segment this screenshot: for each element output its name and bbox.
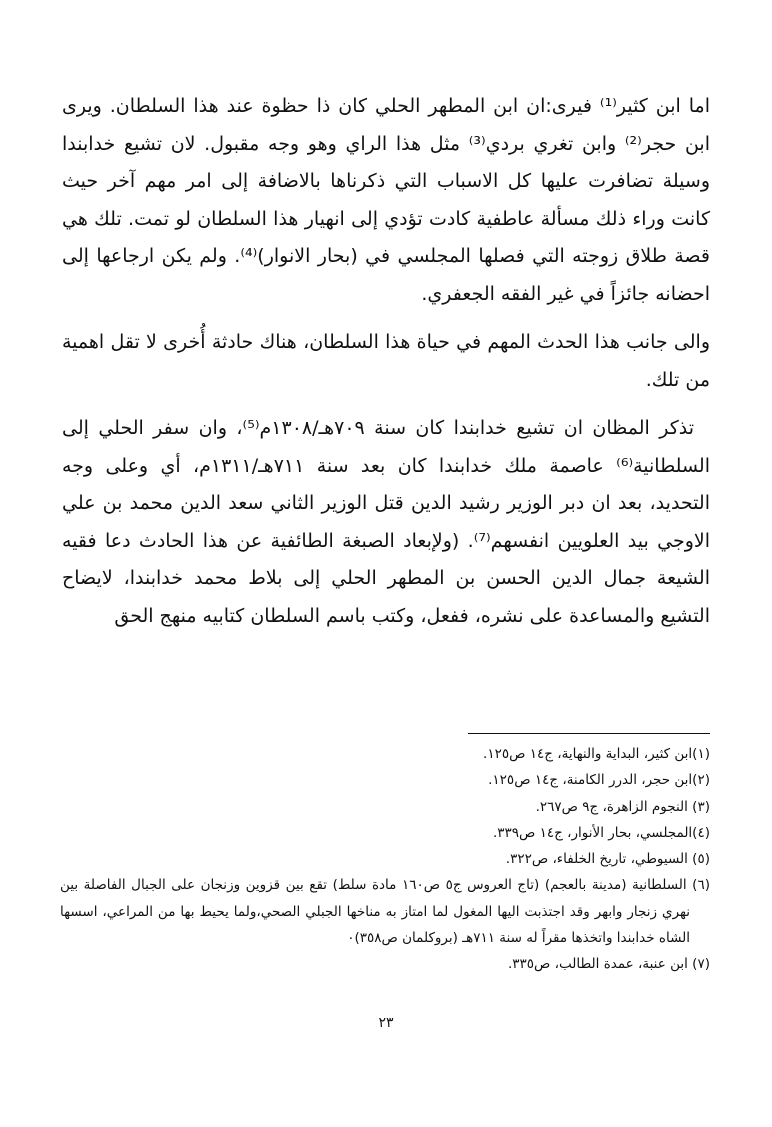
- footnotes-list: [60, 741, 710, 978]
- footnote-3: (٣) النجوم الزاهرة، ج٩ ص٢٦٧.: [535, 798, 710, 815]
- paragraph-1: اما ابن كثير⁽¹⁾ فيرى:ان ابن المطهر الحلي كان ذا حظوة عند هذا السلطان. ويرى ابن حجر⁽²⁾ وابن تغري بردي⁽³⁾ مثل هذا الراي وهو وجه مقبول. لان تشيع خدابندا وسيلة تضافرت عليها كل الاسباب التي ذكرناها بالاضافة إلى امر مهم آخر حيث كانت وراء ذلك مسألة عاطفية كادت تؤدي إلى انهيار هذا السلطان لو تمت. تلك هي قصة طلاق زوجته التي فصلها المجلسي في (بحار الانوار)⁽⁴⁾. ولم يكن ارجاعها إلى احضانه جائزاً في غير الفقه الجعفري.: [62, 95, 710, 305]
- footnote-7: (٧) ابن عنبة، عمدة الطالب، ص٣٣٥.: [507, 956, 710, 973]
- paragraph-3: تذكر المظان ان تشيع خدابندا كان سنة ٧٠٩هـ/١٣٠٨م⁽⁵⁾، وان سفر الحلي إلى السلطانية⁽⁶⁾ عاصمة ملك خدابندا كان بعد سنة ٧١١هـ/١٣١١م، أي وعلى وجه التحديد، بعد ان دبر الوزير رشيد الدين قتل الوزير الثاني سعد الدين محمد بن علي الاوجي بيد العلويين انفسهم⁽⁷⁾. (ولإبعاد الصبغة الطائفية عن هذا الحادث دعا فقيه الشيعة جمال الدين الحسن بن المطهر الحلي إلى بلاط محمد خدابندا، لايضاح التشيع والمساعدة على نشره، ففعل، وكتب باسم السلطان كتابيه منهج الحق: [62, 417, 710, 627]
- footnote-4: (٤)المجلسي، بحار الأنوار، ج١٤ ص٣٣٩.: [492, 824, 710, 841]
- paragraph-2: والى جانب هذا الحدث المهم في حياة هذا السلطان، هناك حادثة أُخرى لا تقل اهمية من تلك.: [62, 331, 710, 391]
- footnote-separator: [468, 733, 710, 734]
- footnote-6: (٦) السلطانية (مدينة بالعجم) (تاج العروس ج٥ ص١٦٠ مادة سلط) تقع بين قزوين وزنجان على الجبال الفاصلة بين نهري زنجار وابهر وقد اجتذبت اليها المغول لما امتاز به مناخها الجبلي الصحي،ولما يحيط بها من المراعي، اسسها الشاه خدابندا واتخذها مقراً له سنة ٧١١هـ (بروكلمان ص٣٥٨)٠: [60, 877, 710, 947]
- page-number: ٢٣: [378, 1015, 394, 1031]
- footnote-2: (٢)ابن حجر، الدرر الكامنة، ج١٤ ص١٢٥.: [488, 772, 710, 789]
- footnote-1: (١)ابن كثير، البداية والنهاية، ج١٤ ص١٢٥.: [483, 746, 710, 762]
- footnote-5: (٥) السيوطي، تاريخ الخلفاء، ص٣٢٢.: [505, 851, 710, 868]
- main-text: [62, 88, 710, 635]
